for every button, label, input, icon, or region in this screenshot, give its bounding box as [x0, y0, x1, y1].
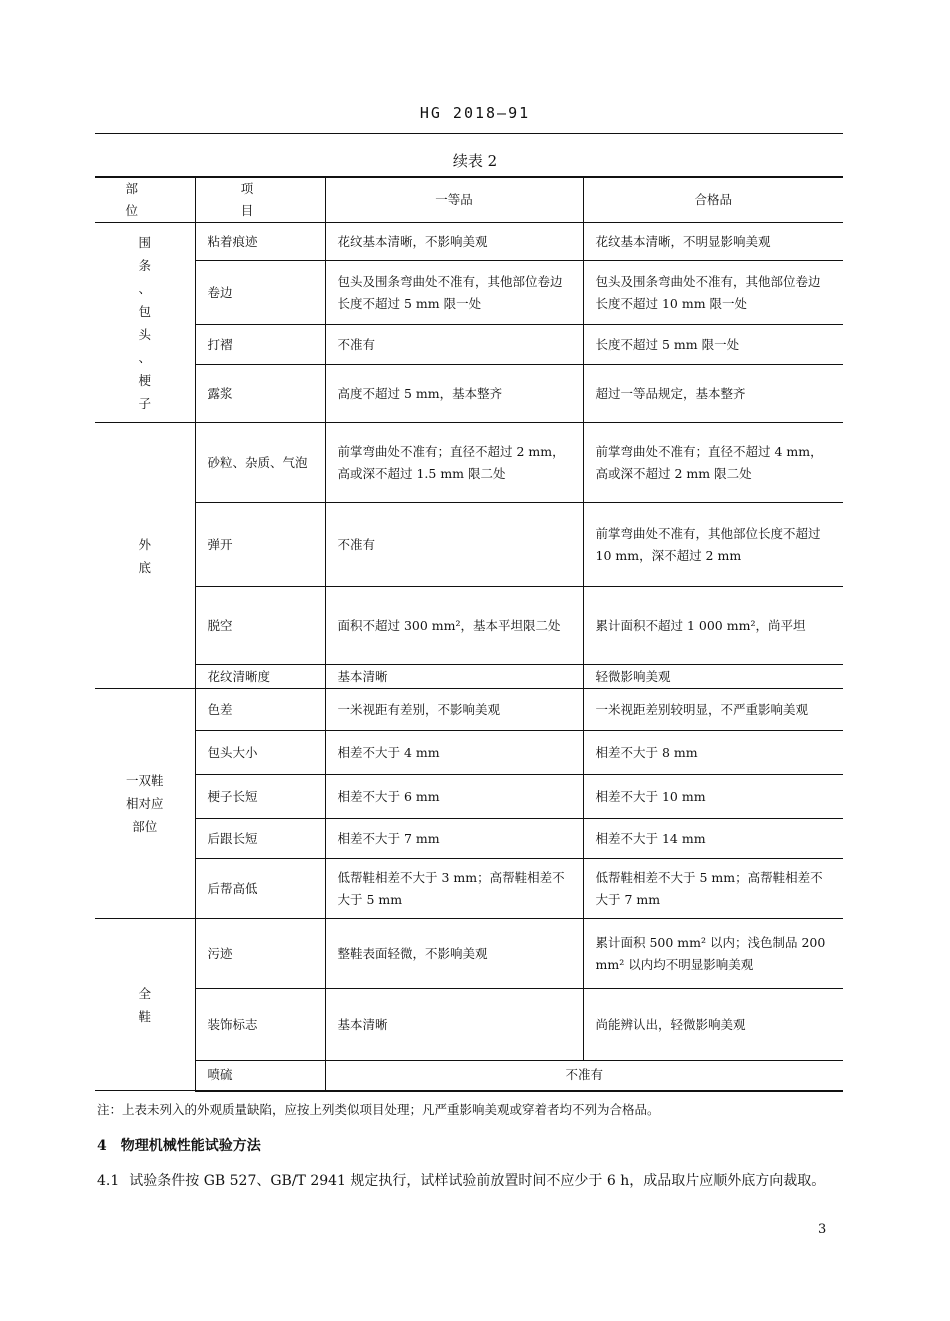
group-pair-matching	[95, 689, 195, 919]
group-label-line: 一双鞋	[125, 773, 164, 788]
quality-spec-table	[95, 176, 843, 1092]
group-label-line: 鞋	[138, 1008, 151, 1024]
column-header-qualified: 合格品	[583, 177, 843, 223]
paragraph-text: 试验条件按 GB 527、GB/T 2941 规定执行，试样试验前放置时间不应少于 6 h，成品取片应顺外底方向裁取。	[129, 1173, 826, 1189]
first-grade-cell: 相差不大于 4 mm	[325, 731, 583, 775]
item-cell: 后帮高低	[195, 859, 325, 919]
first-grade-cell: 整鞋表面轻微，不影响美观	[325, 919, 583, 989]
table-row	[95, 819, 843, 859]
qualified-cell: 包头及围条弯曲处不准有，其他部位卷边长度不超过 10 mm 限一处	[583, 261, 843, 325]
table-row	[95, 989, 843, 1061]
document-code-header: HG 2018—91	[419, 104, 531, 122]
group-label-line: 围	[138, 234, 151, 250]
table-note: 注：上表未列入的外观质量缺陷，应按上列类似项目处理；凡严重影响美观或穿着者均不列为合格品。	[97, 1102, 660, 1117]
item-cell: 脱空	[195, 587, 325, 665]
item-cell: 粘着痕迹	[195, 223, 325, 261]
group-label-line: 梗	[138, 372, 151, 388]
first-grade-cell: 低帮鞋相差不大于 3 mm；高帮鞋相差不大于 5 mm	[325, 859, 583, 919]
paragraph-4-1	[97, 1168, 847, 1195]
group-outsole	[95, 423, 195, 689]
qualified-cell: 累计面积不超过 1 000 mm²，尚平坦	[583, 587, 843, 665]
qualified-cell: 低帮鞋相差不大于 5 mm；高帮鞋相差不大于 7 mm	[583, 859, 843, 919]
header-rule	[95, 133, 843, 134]
item-cell: 装饰标志	[195, 989, 325, 1061]
table-row	[95, 325, 843, 365]
group-surround-toe-shank	[95, 223, 195, 423]
qualified-cell: 相差不大于 8 mm	[583, 731, 843, 775]
table-caption: 续表 2	[452, 152, 498, 170]
qualified-cell: 相差不大于 10 mm	[583, 775, 843, 819]
qualified-cell: 超过一等品规定，基本整齐	[583, 365, 843, 423]
table-row	[95, 1061, 843, 1091]
column-header-first-grade: 一等品	[325, 177, 583, 223]
first-grade-cell: 花纹基本清晰，不影响美观	[325, 223, 583, 261]
table-row	[95, 365, 843, 423]
first-grade-cell: 面积不超过 300 mm²，基本平坦限二处	[325, 587, 583, 665]
item-cell: 砂粒、杂质、气泡	[195, 423, 325, 503]
column-header-part: 部 位	[95, 177, 195, 223]
group-label-line: 外	[138, 536, 151, 552]
table-row	[95, 689, 843, 731]
table-row	[95, 503, 843, 587]
table-body	[95, 223, 843, 1091]
qualified-cell: 轻微影响美观	[583, 665, 843, 689]
item-cell: 喷硫	[195, 1061, 325, 1091]
group-label-line: 底	[138, 559, 151, 575]
first-grade-cell: 一米视距有差别，不影响美观	[325, 689, 583, 731]
item-cell: 污迹	[195, 919, 325, 989]
table-row	[95, 775, 843, 819]
group-label-line: 全	[138, 985, 151, 1001]
first-grade-cell: 相差不大于 7 mm	[325, 819, 583, 859]
table-row	[95, 223, 843, 261]
item-cell: 包头大小	[195, 731, 325, 775]
table-row	[95, 587, 843, 665]
item-cell: 打褶	[195, 325, 325, 365]
table-row	[95, 859, 843, 919]
qualified-cell: 长度不超过 5 mm 限一处	[583, 325, 843, 365]
section-heading: 4 物理机械性能试验方法	[97, 1138, 261, 1154]
page-number: 3	[818, 1222, 827, 1237]
qualified-cell: 相差不大于 14 mm	[583, 819, 843, 859]
first-grade-cell: 前掌弯曲处不准有；直径不超过 2 mm，高或深不超过 1.5 mm 限二处	[325, 423, 583, 503]
qualified-cell: 累计面积 500 mm² 以内；浅色制品 200 mm² 以内均不明显影响美观	[583, 919, 843, 989]
qualified-cell: 尚能辨认出，轻微影响美观	[583, 989, 843, 1061]
table-row	[95, 261, 843, 325]
group-label-line: 部位	[132, 819, 158, 834]
qualified-cell: 一米视距差别较明显，不严重影响美观	[583, 689, 843, 731]
first-grade-cell: 相差不大于 6 mm	[325, 775, 583, 819]
first-grade-cell: 不准有	[325, 325, 583, 365]
first-grade-cell: 基本清晰	[325, 665, 583, 689]
item-cell: 卷边	[195, 261, 325, 325]
merged-requirement-cell: 不准有	[325, 1061, 843, 1091]
group-label-line: 包	[138, 303, 151, 319]
qualified-cell: 前掌弯曲处不准有；直径不超过 4 mm，高或深不超过 2 mm 限二处	[583, 423, 843, 503]
qualified-cell: 花纹基本清晰，不明显影响美观	[583, 223, 843, 261]
group-label-line: 、	[138, 280, 151, 296]
first-grade-cell: 高度不超过 5 mm，基本整齐	[325, 365, 583, 423]
group-whole-shoe	[95, 919, 195, 1091]
item-cell: 弹开	[195, 503, 325, 587]
first-grade-cell: 不准有	[325, 503, 583, 587]
qualified-cell: 前掌弯曲处不准有，其他部位长度不超过 10 mm，深不超过 2 mm	[583, 503, 843, 587]
paragraph-number: 4.1	[97, 1173, 120, 1189]
item-cell: 露浆	[195, 365, 325, 423]
group-label-line: 相对应	[125, 796, 164, 811]
table-header-row	[95, 177, 843, 223]
table-row	[95, 919, 843, 989]
first-grade-cell: 基本清晰	[325, 989, 583, 1061]
item-cell: 花纹清晰度	[195, 665, 325, 689]
group-label-line: 条	[138, 257, 151, 273]
item-cell: 后跟长短	[195, 819, 325, 859]
first-grade-cell: 包头及围条弯曲处不准有，其他部位卷边长度不超过 5 mm 限一处	[325, 261, 583, 325]
table-row	[95, 731, 843, 775]
group-label-line: 、	[138, 349, 151, 365]
column-header-item: 项 目	[195, 177, 325, 223]
table-row	[95, 423, 843, 503]
table-row	[95, 665, 843, 689]
item-cell: 色差	[195, 689, 325, 731]
group-label-line: 头	[138, 326, 151, 342]
group-label-line: 子	[138, 395, 151, 411]
item-cell: 梗子长短	[195, 775, 325, 819]
